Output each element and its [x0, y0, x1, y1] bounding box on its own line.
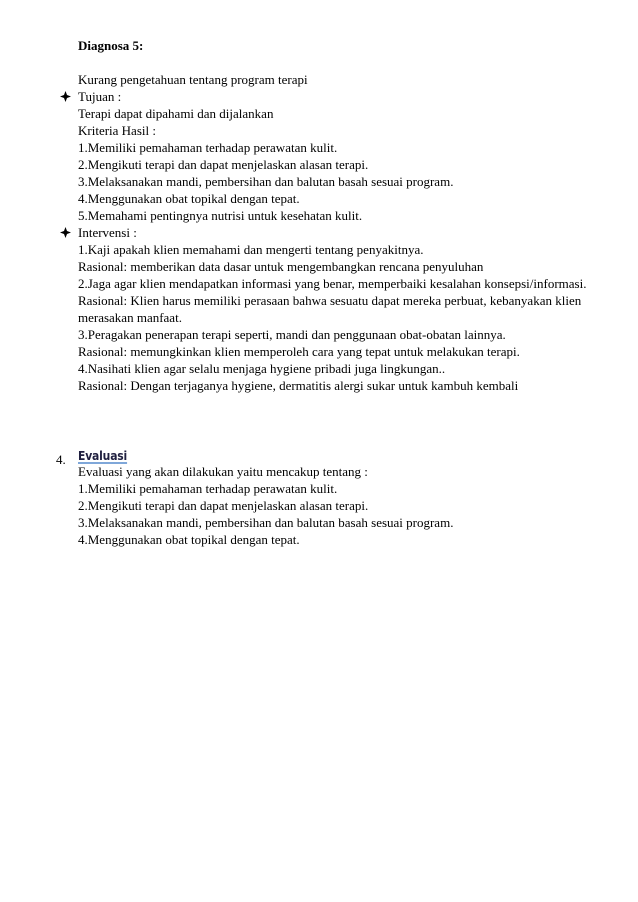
intervensi-line: Rasional: Klien harus memiliki perasaan bahwa sesuatu dapat mereka perbuat, kebanyakan klien — [78, 293, 582, 308]
diagnosis-problem: Kurang pengetahuan tentang program terapi — [78, 72, 308, 87]
evaluasi-item: 2.Mengikuti terapi dan dapat menjelaskan alasan terapi. — [78, 498, 369, 513]
intervensi-line: 1.Kaji apakah klien memahami dan mengerti tentang penyakitnya. — [78, 242, 424, 257]
criteria-label: Kriteria Hasil : — [78, 123, 156, 138]
diamond-bullet-icon — [60, 227, 71, 238]
criteria-item: 2.Mengikuti terapi dan dapat menjelaskan alasan terapi. — [78, 157, 369, 172]
intervensi-label: Intervensi : — [78, 225, 137, 240]
intervensi-line: merasakan manfaat. — [78, 310, 182, 325]
diamond-bullet-icon — [60, 91, 71, 102]
intervensi-line: 3.Peragakan penerapan terapi seperti, mandi dan penggunaan obat-obatan lainnya. — [78, 327, 506, 342]
evaluasi-item: 1.Memiliki pemahaman terhadap perawatan kulit. — [78, 481, 338, 496]
criteria-item: 5.Memahami pentingnya nutrisi untuk kesehatan kulit. — [78, 208, 363, 223]
criteria-item: 1.Memiliki pemahaman terhadap perawatan kulit. — [78, 140, 338, 155]
intervensi-line: Rasional: memberikan data dasar untuk mengembangkan rencana penyuluhan — [78, 259, 484, 274]
intervensi-line: Rasional: Dengan terjaganya hygiene, dermatitis alergi sukar untuk kambuh kembali — [78, 378, 519, 393]
criteria-item: 3.Melaksanakan mandi, pembersihan dan balutan basah sesuai program. — [78, 174, 454, 189]
tujuan-label: Tujuan : — [78, 89, 122, 104]
evaluasi-intro: Evaluasi yang akan dilakukan yaitu mencakup tentang : — [78, 464, 368, 479]
intervensi-line: Rasional: memungkinkan klien memperoleh cara yang tepat untuk melakukan terapi. — [78, 344, 520, 359]
diagnosis-heading: Diagnosa 5: — [78, 38, 144, 53]
intervensi-line: 4.Nasihati klien agar selalu menjaga hygiene pribadi juga lingkungan.. — [78, 361, 446, 376]
tujuan-goal: Terapi dapat dipahami dan dijalankan — [78, 106, 274, 121]
evaluasi-number: 4. — [56, 452, 66, 467]
evaluasi-item: 3.Melaksanakan mandi, pembersihan dan balutan basah sesuai program. — [78, 515, 454, 530]
intervensi-line: 2.Jaga agar klien mendapatkan informasi yang benar, memperbaiki kesalahan konsepsi/informasi. — [78, 276, 587, 291]
criteria-item: 4.Menggunakan obat topikal dengan tepat. — [78, 191, 300, 206]
evaluasi-heading: Evaluasi — [78, 449, 128, 463]
evaluasi-item: 4.Menggunakan obat topikal dengan tepat. — [78, 532, 300, 547]
